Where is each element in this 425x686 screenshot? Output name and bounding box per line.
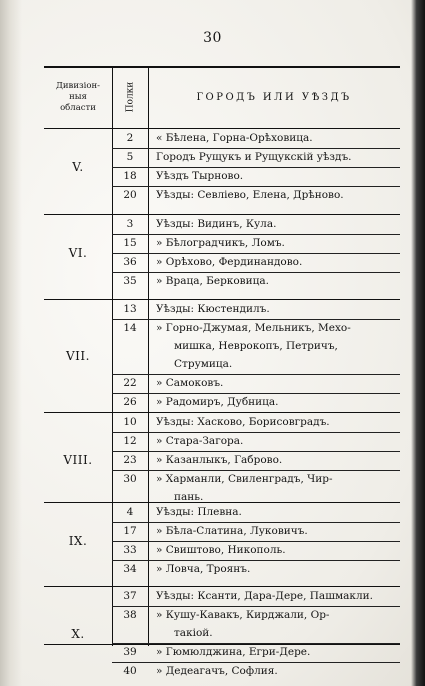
district-text: » Враца, Берковица. [156, 275, 269, 287]
division-numeral: V. [72, 160, 84, 174]
page-edge-shadow [411, 0, 425, 686]
regiment-number: 33 [123, 544, 137, 556]
regiment-number: 5 [126, 151, 134, 163]
regiment-number: 18 [123, 170, 137, 182]
division-numeral: X. [71, 627, 85, 641]
district-text-continuation: Струмица. [174, 358, 233, 370]
table-row [112, 607, 400, 644]
district-text: » Стара-Загора. [156, 435, 244, 447]
district-text: Уѣзды: Кюстендилъ. [156, 303, 270, 315]
district-text: » Дедеагачъ, Софлия. [156, 665, 278, 677]
district-text: » Свиштово, Никополь. [156, 544, 286, 556]
district-text: » Ловча, Троянъ. [156, 563, 251, 575]
regiment-number: 26 [123, 396, 137, 408]
district-text: Уѣзды: Ксанти, Дара-Дере, Пашмакли. [156, 590, 373, 602]
district-text: Уѣзды: Севліево, Елена, Дрѣново. [156, 189, 344, 201]
division-numeral: VIII. [63, 453, 93, 467]
table-row [112, 504, 400, 523]
table-row [112, 149, 400, 168]
district-text: » Радомиръ, Дубница. [156, 396, 279, 408]
header-division: Дивизіон- ныя области [55, 80, 101, 113]
table-row [112, 394, 400, 413]
regiment-number: 15 [123, 237, 137, 249]
district-text: Уѣзды: Плевна. [156, 506, 242, 518]
regiment-number: 39 [123, 646, 137, 658]
table-row [112, 320, 400, 375]
regiment-number: 3 [126, 218, 134, 230]
table-row [112, 273, 400, 292]
regiment-number: 35 [123, 275, 137, 287]
table-row [112, 523, 400, 542]
table-row [112, 561, 400, 580]
table-row [112, 254, 400, 273]
division-table [44, 66, 400, 677]
district-text-continuation: пань. [174, 491, 204, 503]
district-text: » Казанлыкъ, Габрово. [156, 454, 283, 466]
table-row [112, 452, 400, 471]
table-row [112, 433, 400, 452]
regiment-number: 2 [126, 132, 134, 144]
regiment-number: 17 [123, 525, 137, 537]
regiment-number: 30 [123, 473, 137, 485]
division-numeral: VI. [68, 246, 88, 260]
page-number: 30 [203, 30, 222, 46]
regiment-number: 36 [123, 256, 137, 268]
regiment-number: 23 [123, 454, 137, 466]
table-row [112, 375, 400, 394]
table-row [112, 542, 400, 561]
district-text: » Орѣхово, Фердинандово. [156, 256, 303, 268]
group-rule [44, 128, 400, 129]
header-city: ГОРОДЪ ИЛИ УѢЗДЪ [196, 91, 352, 103]
district-text: » Бѣлоградчикъ, Ломъ. [156, 237, 285, 249]
district-text: « Бѣлена, Горна-Орѣховица. [156, 132, 313, 144]
regiment-number: 10 [123, 416, 137, 428]
regiment-number: 4 [126, 506, 134, 518]
group-rule [44, 214, 400, 215]
table-row [112, 216, 400, 235]
table-row [112, 663, 400, 682]
group-rule [44, 412, 400, 413]
district-text: Городъ Рущукъ и Рущукскій уѣздъ. [156, 151, 352, 163]
table-row [112, 168, 400, 187]
table-row [112, 130, 400, 149]
regiment-number: 12 [123, 435, 137, 447]
regiment-number: 14 [123, 322, 137, 334]
regiment-number: 38 [123, 609, 137, 621]
regiment-number: 20 [123, 189, 137, 201]
group-rule [44, 586, 400, 587]
district-text-continuation: мишка, Неврокопъ, Петричъ, [174, 340, 338, 352]
district-text: » Кушу-Кавакъ, Кирджали, Ор- [156, 609, 330, 621]
table-row [112, 301, 400, 320]
page-spine-shadow [0, 0, 22, 686]
table-row [112, 187, 400, 206]
regiment-number: 22 [123, 377, 137, 389]
table-row [112, 414, 400, 433]
table-row [112, 588, 400, 607]
district-text: » Харманли, Свиленградъ, Чир- [156, 473, 333, 485]
district-text: Уѣзды: Хасково, Борисовградъ. [156, 416, 330, 428]
regiment-number: 34 [123, 563, 137, 575]
table-row [112, 235, 400, 254]
header-regiment: Полки [124, 81, 135, 113]
division-numeral: VII. [66, 349, 90, 363]
district-text: » Бѣла-Слатина, Луковичъ. [156, 525, 308, 537]
division-numeral: IX. [68, 534, 88, 548]
table-row [112, 644, 400, 663]
district-text: » Гюмюлджина, Егри-Дере. [156, 646, 311, 658]
group-rule [44, 502, 400, 503]
regiment-number: 40 [123, 665, 137, 677]
district-text: Уѣздъ Тырново. [156, 170, 244, 182]
district-text-continuation: такіой. [174, 627, 213, 639]
table-bottom-rule [44, 644, 400, 645]
district-text: » Горно-Джумая, Мельникъ, Мехо- [156, 322, 351, 334]
regiment-number: 13 [123, 303, 137, 315]
district-text: Уѣзды: Видинъ, Кула. [156, 218, 277, 230]
group-rule [44, 299, 400, 300]
regiment-number: 37 [123, 590, 137, 602]
district-text: » Самоковъ. [156, 377, 224, 389]
